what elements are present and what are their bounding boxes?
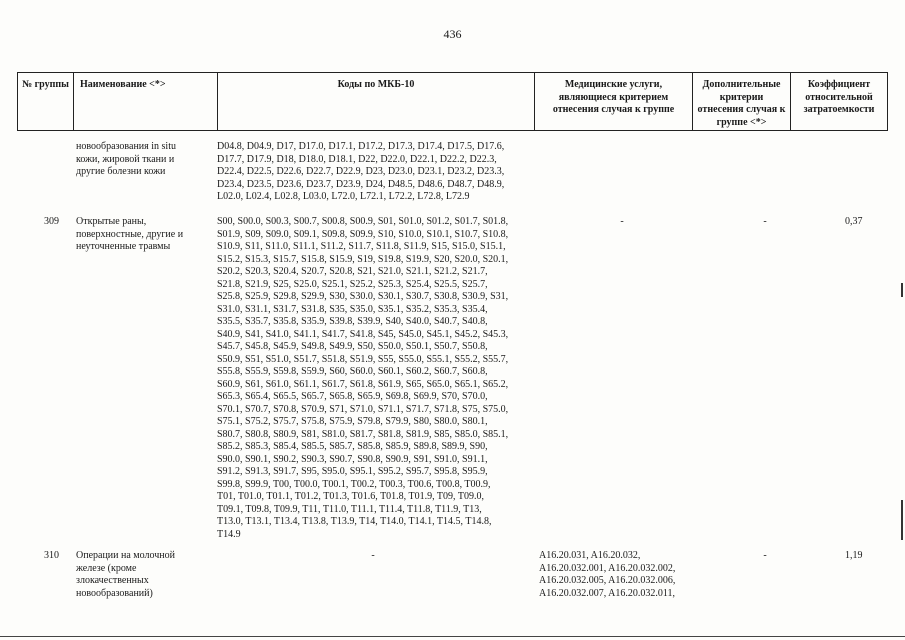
row-name: новообразования in situ кожи, жировой ткани и другие болезни кожи	[76, 141, 176, 177]
page-number: 436	[443, 27, 462, 41]
row-extra-criteria: -	[763, 550, 767, 561]
row-coefficient: 1,19	[845, 550, 863, 561]
row-name: Операции на молочной железе (кроме злокачественных новообразований)	[76, 550, 175, 599]
row-group-number: 310	[44, 550, 59, 561]
header-name: Наименование <*>	[74, 73, 218, 131]
scan-edge-mark	[901, 500, 903, 540]
row-icd-codes: -	[371, 550, 375, 561]
row-icd-codes: S00, S00.0, S00.3, S00.7, S00.8, S00.9, S01, S01.0, S01.2, S01.7, S01.8, S01.9, S09, S09.0, S09.1, S09.8, S09.9, S10, S10.0, S10.1, S10.7, S10.8, S10.9, S11, S11.0, S11.1, S11.2, S11.7, S11.8, S11.9, S15, S15.0, S15.1, S15.2, S15.3, S15.7, S15.8, S15.9, S19, S19.8, S19.9, S20, S20.0, S20.1, S20.2, S20.3, S20.4, S20.7, S20.8, S21, S21.0, S21.1, S21.2, S21.7, S21.8, S21.9, S25, S25.0, S25.1, S25.2, S25.3, S25.4, S25.5, S25.7, S25.8, S25.9, S29.8, S29.9, S30, S30.0, S30.1, S30.7, S30.8, S30.9, S31, S31.0, S31.1, S31.7, S31.8, S35, S35.0, S35.1, S35.2, S35.3, S35.4, S35.5, S35.7, S35.8, S35.9, S39.8, S39.9, S40, S40.0, S40.7, S40.8, S40.9, S41, S41.0, S41.1, S41.7, S41.8, S45, S45.0, S45.1, S45.2, S45.3, S45.7, S45.8, S45.9, S49.8, S49.9, S50, S50.0, S50.1, S50.7, S50.8, S50.9, S51, S51.0, S51.7, S51.8, S51.9, S55, S55.0, S55.1, S55.2, S55.7, S55.8, S55.9, S59.8, S59.9, S60, S60.0, S60.1, S60.2, S60.7, S60.8, S60.9, S61, S61.0, S61.1, S61.7, S61.8, S61.9, S65, S65.0, S65.1, S65.2, S65.3, S65.4, S65.5, S65.7, S65.8, S65.9, S69.8, S69.9, S70, S70.0, S70.1, S70.7, S70.8, S70.9, S71, S71.0, S71.1, S71.7, S71.8, S75, S75.0, S75.1, S75.2, S75.7, S75.8, S75.9, S79.8, S79.9, S80, S80.0, S80.1, S80.7, S80.8, S80.9, S81, S81.0, S81.7, S81.8, S81.9, S85, S85.0, S85.1, S85.2, S85.3, S85.4, S85.5, S85.7, S85.8, S85.9, S89.8, S89.9, S90, S90.0, S90.1, S90.2, S90.3, S90.7, S90.8, S90.9, S91, S91.0, S91.1, S91.2, S91.3, S91.7, S95, S95.0, S95.1, S95.2, S95.7, S95.8, S95.9, S99.8, S99.9, T00, T00.0, T00.1, T00.2, T00.3, T00.6, T00.8, T00.9, T01, T01.0, T01.1, T01.2, T01.3, T01.6, T01.8, T01.9, T09, T09.0, T09.1, T09.8, T09.9, T11, T11.0, T11.1, T11.4, T11.8, T11.9, T13, T13.0, T13.1, T13.4, T13.8, T13.9, T14, T14.0, T14.1, T14.5, T14.8, T14.9	[217, 216, 509, 540]
row-extra-criteria: -	[763, 216, 767, 227]
header-coefficient: Коэффициент относительной затратоемкости	[791, 73, 888, 131]
table-header	[17, 72, 888, 131]
scan-edge-mark	[901, 283, 903, 297]
header-group-number: № группы	[18, 73, 74, 131]
row-group-number: 309	[44, 216, 59, 227]
row-medical-services: -	[620, 216, 624, 227]
header-medical-services: Медицинские услуги, являющиеся критерием отнесения случая к группе	[535, 73, 693, 131]
header-extra-criteria: Дополнительные критерии отнесения случая к группе <*>	[693, 73, 791, 131]
row-name: Открытые раны, поверхностные, другие и неуточненные травмы	[76, 216, 184, 252]
row-icd-codes: D04.8, D04.9, D17, D17.0, D17.1, D17.2, D17.3, D17.4, D17.5, D17.6, D17.7, D17.9, D18, D18.0, D18.1, D22, D22.0, D22.1, D22.2, D22.3, D22.4, D22.5, D22.6, D22.7, D22.9, D23, D23.0, D23.1, D23.2, D23.3, D23.4, D23.5, D23.6, D23.7, D23.9, D24, D48.5, D48.6, D48.7, D48.9, L02.0, L02.4, L02.8, L03.0, L72.0, L72.1, L72.2, L72.8, L72.9	[217, 141, 505, 202]
row-coefficient: 0,37	[845, 216, 863, 227]
scan-bottom-border	[0, 636, 905, 637]
row-medical-services: A16.20.031, A16.20.032, A16.20.032.001, A16.20.032.002, A16.20.032.005, A16.20.032.006, A16.20.032.007, A16.20.032.011,	[539, 550, 676, 599]
header-icd-codes: Коды по МКБ-10	[218, 73, 535, 131]
